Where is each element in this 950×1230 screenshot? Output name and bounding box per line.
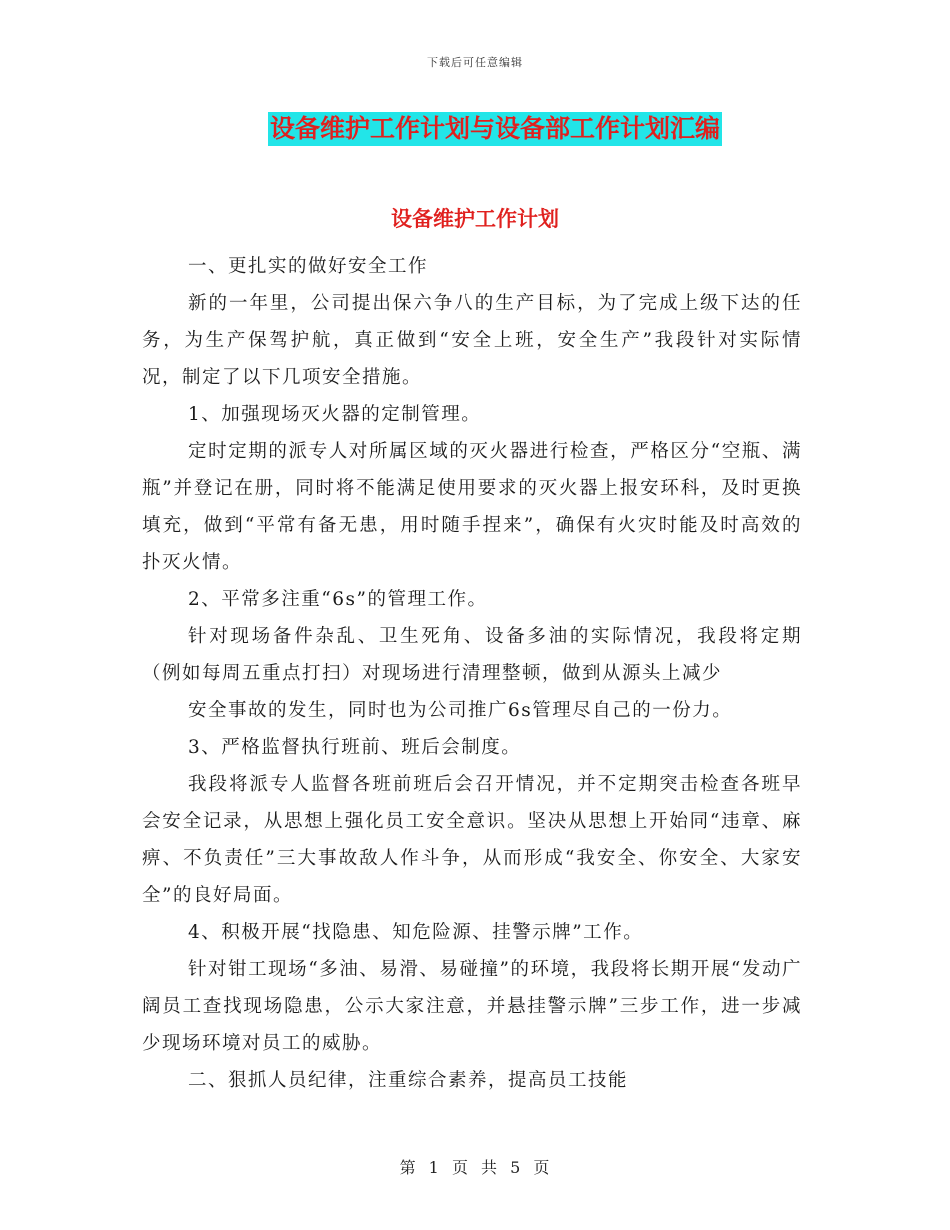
document-title: 设备维护工作计划与设备部工作计划汇编 (268, 112, 722, 146)
paragraph: 针对钳工现场“多油、易滑、易碰撞”的环境，我段将长期开展“发动广阔员工查找现场隐患，公示大家注意，并悬挂警示牌”三步工作，进一步减少现场环境对员工的威胁。 (142, 959, 802, 1054)
paragraph: 4、积极开展“找隐患、知危险源、挂警示牌”工作。 (188, 922, 644, 943)
paragraph: 3、严格监督执行班前、班后会制度。 (188, 737, 522, 758)
paragraph: 1、加强现场灭火器的定制管理。 (188, 404, 482, 425)
paragraph: 定时定期的派专人对所属区域的灭火器进行检查，严格区分“空瓶、满瓶”并登记在册，同时将不能满足使用要求的灭火器上报安环科，及时更换填充，做到“平常有备无患，用时随手捏来”，确保有火灾时能及时高效的扑灭火情。 (142, 441, 802, 573)
main-title-container (0, 112, 950, 146)
page-header: 下载后可任意编辑 (427, 56, 523, 69)
paragraph: 一、更扎实的做好安全工作 (188, 256, 429, 277)
paragraph: 2、平常多注重“6s”的管理工作。 (188, 589, 488, 610)
document-body (142, 248, 802, 1099)
paragraph: 二、狠抓人员纪律，注重综合素养，提高员工技能 (188, 1070, 629, 1091)
section-title: 设备维护工作计划 (391, 207, 559, 231)
paragraph: 新的一年里，公司提出保六争八的生产目标，为了完成上级下达的任务，为生产保驾护航，真正做到“安全上班，安全生产”我段针对实际情况，制定了以下几项安全措施。 (142, 293, 802, 388)
paragraph: 针对现场备件杂乱、卫生死角、设备多油的实际情况，我段将定期（例如每周五重点打扫）对现场进行清理整顿，做到从源头上减少 (142, 626, 802, 684)
paragraph: 我段将派专人监督各班前班后会召开情况，并不定期突击检查各班早会安全记录，从思想上强化员工安全意识。坚决从思想上开始同“违章、麻痹、不负责任”三大事故敌人作斗争，从而形成“我安全、你安全、大家安全”的良好局面。 (142, 774, 802, 906)
page-footer: 第 1 页 共 5 页 (399, 1158, 551, 1177)
paragraph: 安全事故的发生，同时也为公司推广6s管理尽自己的一份力。 (188, 700, 733, 721)
